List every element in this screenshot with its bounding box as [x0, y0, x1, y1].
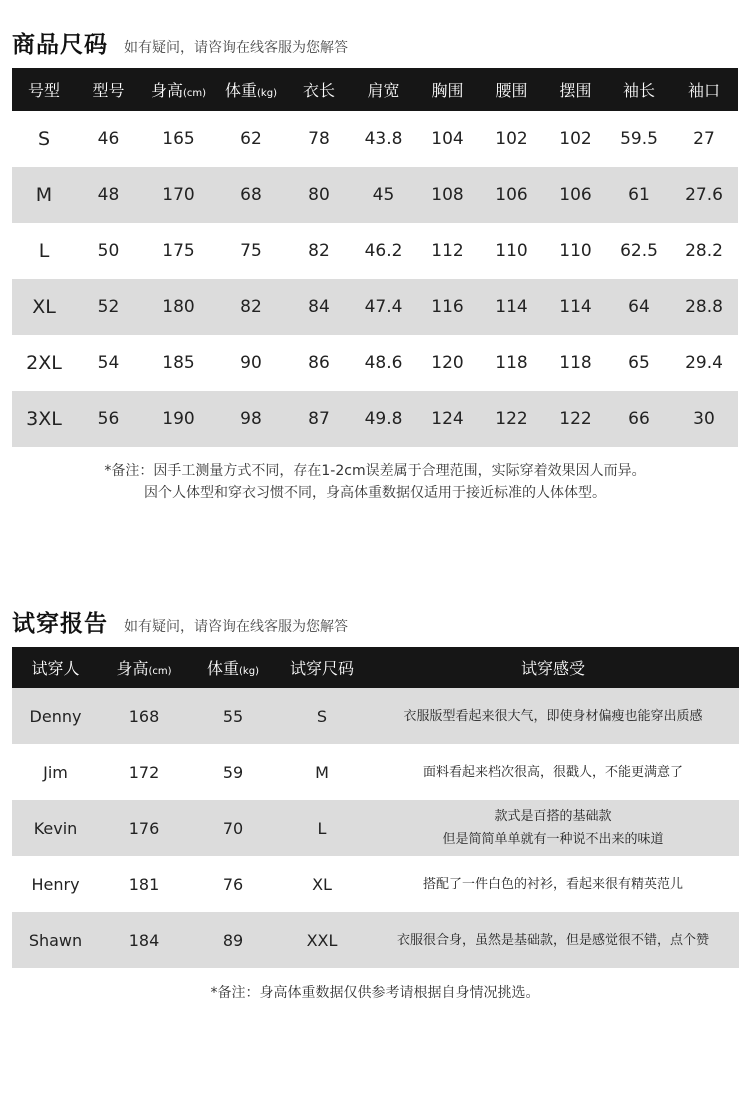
size-header-cell — [480, 68, 543, 111]
size-note — [0, 460, 750, 504]
size-table-cell: 170 — [141, 167, 216, 223]
size-header-label: 衣长 — [302, 81, 335, 100]
size-table-cell: 82 — [216, 279, 286, 335]
size-header-label: 摆围 — [559, 81, 592, 100]
trial-header-cell — [277, 647, 367, 688]
trial-feedback-line: 搭配了一件白色的衬衫，看起来很有精英范儿 — [422, 876, 683, 892]
trial-weight-cell: 89 — [189, 912, 277, 968]
size-table-cell: 122 — [480, 391, 543, 447]
trial-name-cell: Denny — [12, 688, 99, 744]
size-table-row — [12, 111, 738, 167]
trial-height-cell: 172 — [99, 744, 189, 800]
size-table-cell: 61 — [608, 167, 670, 223]
size-table-row — [12, 391, 738, 447]
trial-feedback-line: 但是简简单单就有一种说不出来的味道 — [442, 832, 664, 847]
trial-header-label: 试穿尺码 — [289, 659, 354, 678]
size-table-cell: 104 — [415, 111, 480, 167]
size-table-cell: 62.5 — [608, 223, 670, 279]
trial-table-row — [12, 800, 739, 856]
trial-header-unit: (kg) — [239, 666, 259, 677]
trial-table-row — [12, 688, 739, 744]
size-table-cell: 47.4 — [352, 279, 415, 335]
trial-weight-cell: 55 — [189, 688, 277, 744]
size-table-cell: 185 — [141, 335, 216, 391]
size-header-label: 身高 — [150, 81, 183, 100]
size-header-cell — [415, 68, 480, 111]
size-chart-table — [12, 68, 738, 447]
trial-name-cell: Shawn — [12, 912, 99, 968]
size-table-cell: S — [12, 111, 76, 167]
trial-table-header-row — [12, 647, 739, 688]
trial-weight-cell: 70 — [189, 800, 277, 856]
trial-header-unit: (cm) — [148, 666, 172, 677]
trial-height-cell: 181 — [99, 856, 189, 912]
size-note-line-1: *备注：因手工测量方式不同，存在1-2cm误差属于合理范围，实际穿着效果因人而异。 — [104, 463, 646, 479]
size-table-cell: 50 — [76, 223, 141, 279]
size-header-label: 号型 — [27, 81, 60, 100]
trial-feedback-cell — [367, 912, 739, 968]
size-table-cell: 87 — [286, 391, 352, 447]
size-section-title: 商品尺码 — [12, 32, 108, 58]
size-table-cell: 114 — [480, 279, 543, 335]
trial-size-cell: XL — [277, 856, 367, 912]
trial-header-cell — [12, 647, 99, 688]
size-table-cell: 110 — [543, 223, 608, 279]
trial-report-table — [12, 647, 739, 968]
size-header-cell — [12, 68, 76, 111]
size-table-cell: 65 — [608, 335, 670, 391]
trial-feedback-cell — [367, 744, 739, 800]
trial-header-label: 体重 — [207, 659, 240, 678]
size-header-cell — [352, 68, 415, 111]
size-table-cell: 29.4 — [670, 335, 738, 391]
size-header-cell — [76, 68, 141, 111]
trial-feedback-cell — [367, 688, 739, 744]
size-table-cell: 28.8 — [670, 279, 738, 335]
trial-note: *备注：身高体重数据仅供参考请根据自身情况挑选。 — [210, 985, 540, 1001]
size-table-cell: 106 — [543, 167, 608, 223]
size-table-cell: 49.8 — [352, 391, 415, 447]
trial-height-cell: 168 — [99, 688, 189, 744]
size-table-cell: XL — [12, 279, 76, 335]
size-header-unit: (kg) — [257, 88, 277, 99]
trial-weight-cell: 59 — [189, 744, 277, 800]
trial-header-label: 试穿人 — [31, 659, 80, 678]
size-header-label: 体重 — [225, 81, 258, 100]
size-table-cell: L — [12, 223, 76, 279]
size-table-row — [12, 167, 738, 223]
trial-header-cell — [367, 647, 739, 688]
size-table-cell: 27 — [670, 111, 738, 167]
size-table-cell: 54 — [76, 335, 141, 391]
size-header-cell — [286, 68, 352, 111]
size-table-cell: 124 — [415, 391, 480, 447]
size-table-row — [12, 223, 738, 279]
size-section-subtitle: 如有疑问，请咨询在线客服为您解答 — [124, 40, 348, 56]
trial-feedback-line: 衣服版型看起来很大气，即使身材偏瘦也能穿出质感 — [403, 708, 703, 724]
size-header-cell — [608, 68, 670, 111]
size-table-cell: 75 — [216, 223, 286, 279]
trial-section-title: 试穿报告 — [12, 611, 108, 637]
size-table-cell: 86 — [286, 335, 352, 391]
size-table-header-row — [12, 68, 738, 111]
size-table-cell: 48 — [76, 167, 141, 223]
size-table-cell: 118 — [480, 335, 543, 391]
size-table-cell: 80 — [286, 167, 352, 223]
size-table-cell: 28.2 — [670, 223, 738, 279]
size-table-cell: 122 — [543, 391, 608, 447]
size-header-label: 袖长 — [622, 81, 655, 100]
size-header-label: 胸围 — [431, 81, 464, 100]
size-header-cell — [216, 68, 286, 111]
size-note-line-2: 因个人体型和穿衣习惯不同，身高体重数据仅适用于接近标准的人体体型。 — [144, 485, 606, 501]
trial-height-cell: 184 — [99, 912, 189, 968]
size-table-cell: 175 — [141, 223, 216, 279]
size-table-cell: 56 — [76, 391, 141, 447]
trial-size-cell: M — [277, 744, 367, 800]
size-header-label: 型号 — [92, 81, 125, 100]
size-table-cell: 90 — [216, 335, 286, 391]
trial-feedback-line: 款式是百搭的基础款 — [494, 809, 612, 824]
size-table-cell: 59.5 — [608, 111, 670, 167]
size-table-cell: 43.8 — [352, 111, 415, 167]
size-table-cell: 62 — [216, 111, 286, 167]
size-table-cell: 27.6 — [670, 167, 738, 223]
trial-header-label: 试穿感受 — [520, 659, 585, 678]
size-header-label: 肩宽 — [367, 81, 400, 100]
size-table-cell: 102 — [543, 111, 608, 167]
size-table-cell: 46 — [76, 111, 141, 167]
trial-weight-cell: 76 — [189, 856, 277, 912]
size-table-cell: 30 — [670, 391, 738, 447]
size-table-cell: 2XL — [12, 335, 76, 391]
trial-size-cell: S — [277, 688, 367, 744]
size-table-cell: 64 — [608, 279, 670, 335]
size-table-cell: 84 — [286, 279, 352, 335]
size-table-cell: 114 — [543, 279, 608, 335]
trial-header-cell — [99, 647, 189, 688]
size-table-cell: 116 — [415, 279, 480, 335]
trial-size-cell: L — [277, 800, 367, 856]
size-table-cell: M — [12, 167, 76, 223]
size-table-cell: 190 — [141, 391, 216, 447]
size-table-cell: 165 — [141, 111, 216, 167]
size-header-label: 腰围 — [495, 81, 528, 100]
trial-section-subtitle: 如有疑问，请咨询在线客服为您解答 — [124, 619, 348, 635]
size-table-cell: 118 — [543, 335, 608, 391]
trial-name-cell: Kevin — [12, 800, 99, 856]
trial-table-row — [12, 912, 739, 968]
size-table-cell: 68 — [216, 167, 286, 223]
size-header-unit: (cm) — [182, 88, 207, 99]
trial-header-label: 身高 — [116, 659, 149, 678]
trial-section-header — [12, 605, 348, 638]
trial-size-cell: XXL — [277, 912, 367, 968]
trial-feedback-line: 面料看起来档次很高，很戳人，不能更满意了 — [422, 764, 683, 780]
size-section-header — [12, 26, 348, 59]
size-table-cell: 102 — [480, 111, 543, 167]
trial-feedback-line: 衣服很合身，虽然是基础款，但是感觉很不错，点个赞 — [396, 932, 709, 948]
trial-header-cell — [189, 647, 277, 688]
size-table-cell: 66 — [608, 391, 670, 447]
size-header-cell — [543, 68, 608, 111]
size-table-cell: 98 — [216, 391, 286, 447]
size-table-cell: 52 — [76, 279, 141, 335]
size-table-cell: 48.6 — [352, 335, 415, 391]
size-table-cell: 82 — [286, 223, 352, 279]
size-table-cell: 106 — [480, 167, 543, 223]
size-header-label: 袖口 — [687, 81, 720, 100]
trial-height-cell: 176 — [99, 800, 189, 856]
size-header-cell — [141, 68, 216, 111]
size-table-cell: 110 — [480, 223, 543, 279]
size-table-cell: 3XL — [12, 391, 76, 447]
size-table-cell: 78 — [286, 111, 352, 167]
trial-feedback-cell — [367, 856, 739, 912]
size-table-cell: 45 — [352, 167, 415, 223]
trial-feedback-cell — [367, 800, 739, 856]
size-table-cell: 108 — [415, 167, 480, 223]
size-table-cell: 120 — [415, 335, 480, 391]
size-table-cell: 46.2 — [352, 223, 415, 279]
trial-table-row — [12, 744, 739, 800]
trial-name-cell: Jim — [12, 744, 99, 800]
size-table-cell: 180 — [141, 279, 216, 335]
size-table-row — [12, 279, 738, 335]
size-table-cell: 112 — [415, 223, 480, 279]
size-table-row — [12, 335, 738, 391]
trial-table-row — [12, 856, 739, 912]
size-header-cell — [670, 68, 738, 111]
trial-name-cell: Henry — [12, 856, 99, 912]
